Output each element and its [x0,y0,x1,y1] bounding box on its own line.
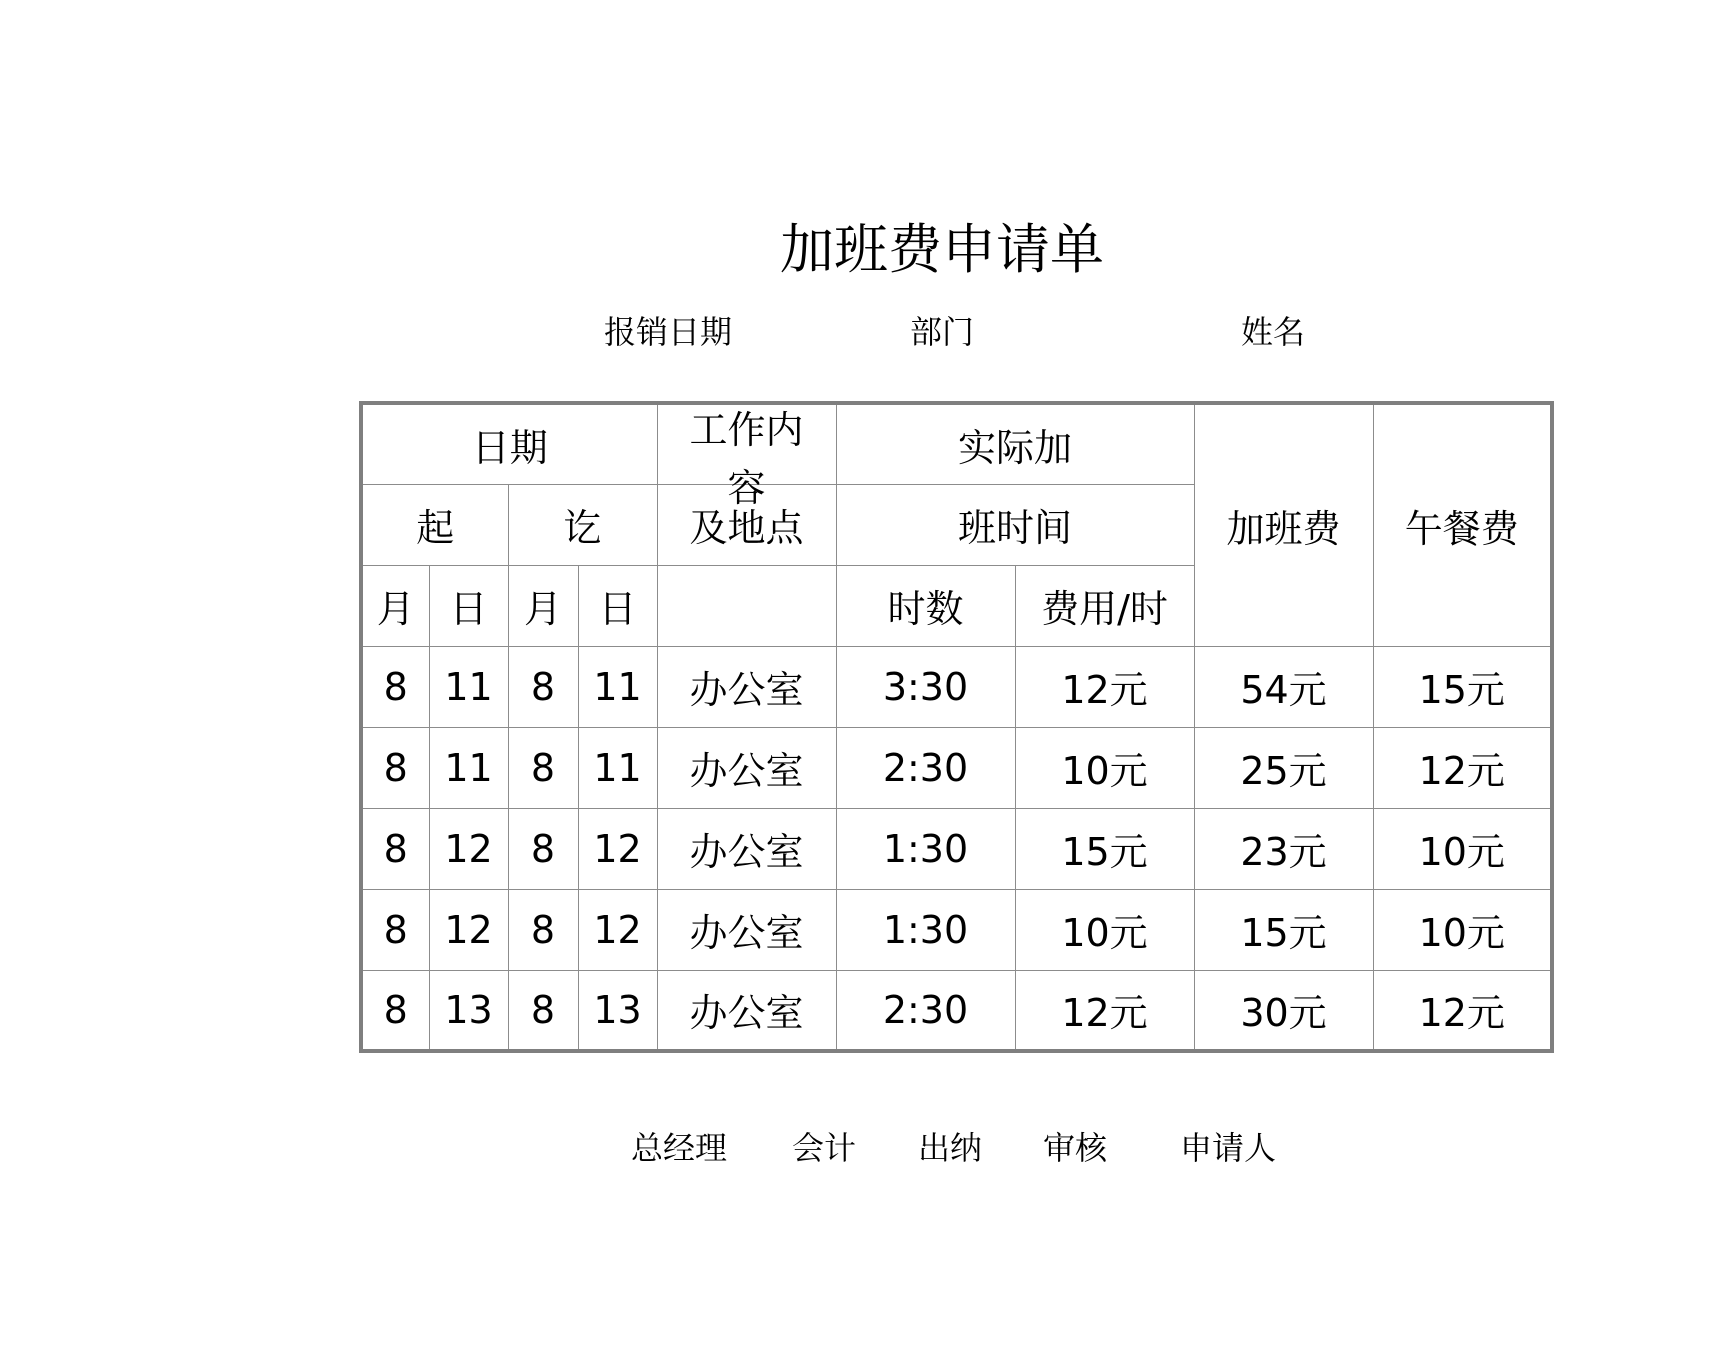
end-month-cell: 8 [508,970,578,1051]
start-month-cell: 8 [361,889,429,970]
rate-cell: 12元 [1015,646,1194,727]
header-lunch-fee: 午餐费 [1373,403,1552,646]
place-cell: 办公室 [657,889,836,970]
start-day-cell: 12 [429,889,508,970]
header-end: 讫 [508,484,657,565]
header-work-content-text: 工作内容 [689,408,804,510]
header-start-day: 日 [429,565,508,646]
header-start: 起 [361,484,508,565]
rate-cell: 12元 [1015,970,1194,1051]
header-date: 日期 [361,403,657,484]
place-cell: 办公室 [657,727,836,808]
rate-cell: 10元 [1015,727,1194,808]
table-row [361,889,1552,970]
overtime-table [359,401,1554,1053]
end-day-cell: 12 [578,889,657,970]
overtime-fee-cell: 25元 [1194,727,1373,808]
table-row [361,646,1552,727]
form-title: 加班费申请单 [780,218,1104,281]
cashier-label: 出纳 [918,1129,983,1167]
end-day-cell: 13 [578,970,657,1051]
header-hours: 时数 [836,565,1015,646]
lunch-fee-cell: 10元 [1373,889,1552,970]
header-work-content [657,403,836,510]
header-actual-overtime: 实际加 [836,403,1194,484]
end-day-cell: 11 [578,646,657,727]
header-end-month: 月 [508,565,578,646]
end-day-cell: 12 [578,808,657,889]
header-start-month: 月 [361,565,429,646]
overtime-fee-cell: 30元 [1194,970,1373,1051]
header-row-1 [361,403,1552,484]
end-month-cell: 8 [508,727,578,808]
start-day-cell: 11 [429,727,508,808]
overtime-fee-cell: 54元 [1194,646,1373,727]
reimburse-date-label: 报销日期 [604,313,733,351]
end-day-cell: 11 [578,727,657,808]
applicant-label: 申请人 [1180,1129,1277,1167]
hours-cell: 1:30 [836,889,1015,970]
overtime-fee-cell: 15元 [1194,889,1373,970]
general-manager-label: 总经理 [631,1129,728,1167]
place-cell: 办公室 [657,646,836,727]
header-blank [657,565,836,646]
lunch-fee-cell: 15元 [1373,646,1552,727]
accountant-label: 会计 [792,1129,857,1167]
end-month-cell: 8 [508,889,578,970]
header-end-day: 日 [578,565,657,646]
table-row [361,727,1552,808]
place-cell: 办公室 [657,808,836,889]
header-overtime-time: 班时间 [836,484,1194,565]
start-day-cell: 11 [429,646,508,727]
start-month-cell: 8 [361,970,429,1051]
end-month-cell: 8 [508,808,578,889]
hours-cell: 2:30 [836,727,1015,808]
header-rate: 费用/时 [1015,565,1194,646]
start-day-cell: 12 [429,808,508,889]
start-month-cell: 8 [361,646,429,727]
end-month-cell: 8 [508,646,578,727]
table-row [361,808,1552,889]
rate-cell: 10元 [1015,889,1194,970]
name-label: 姓名 [1241,313,1306,351]
rate-cell: 15元 [1015,808,1194,889]
hours-cell: 2:30 [836,970,1015,1051]
header-overtime-fee: 加班费 [1194,403,1373,646]
reviewer-label: 审核 [1043,1129,1108,1167]
header-work-location: 及地点 [657,484,836,565]
lunch-fee-cell: 10元 [1373,808,1552,889]
hours-cell: 3:30 [836,646,1015,727]
start-day-cell: 13 [429,970,508,1051]
department-label: 部门 [910,313,975,351]
place-cell: 办公室 [657,970,836,1051]
start-month-cell: 8 [361,808,429,889]
overtime-fee-cell: 23元 [1194,808,1373,889]
lunch-fee-cell: 12元 [1373,727,1552,808]
lunch-fee-cell: 12元 [1373,970,1552,1051]
hours-cell: 1:30 [836,808,1015,889]
table-row [361,970,1552,1051]
start-month-cell: 8 [361,727,429,808]
